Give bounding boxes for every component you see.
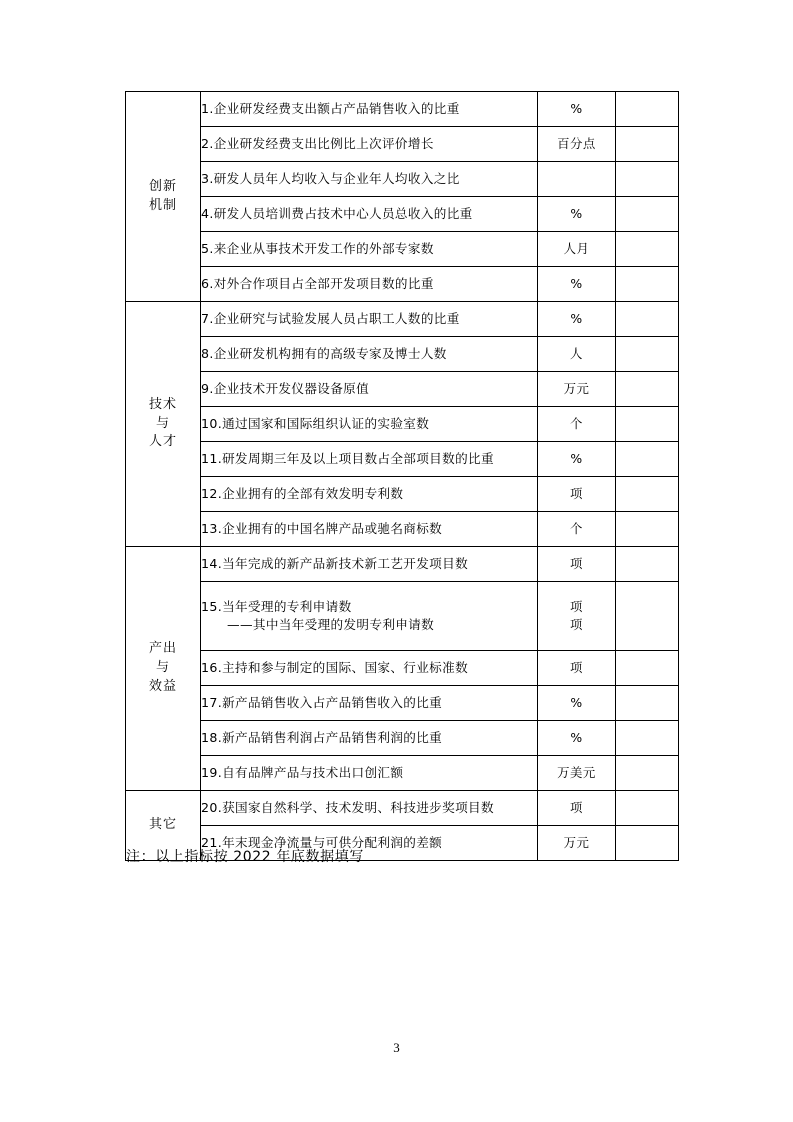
indicator-name-cell — [201, 372, 538, 407]
unit-cell — [538, 756, 616, 791]
unit-text: % — [570, 451, 583, 466]
table-row — [126, 651, 679, 686]
indicator-text: 18.新产品销售利润占产品销售利润的比重 — [201, 729, 443, 745]
unit-text: 项 — [570, 556, 583, 571]
category-label-line: 技术 — [148, 396, 177, 412]
indicator-name-cell — [201, 547, 538, 582]
indicator-name-cell — [201, 442, 538, 477]
table-row — [126, 267, 679, 302]
table-row — [126, 686, 679, 721]
unit-text: % — [570, 101, 583, 116]
unit-text: 万元 — [563, 381, 590, 396]
unit-cell — [538, 547, 616, 582]
indicator-name-cell — [201, 92, 538, 127]
unit-cell — [538, 302, 616, 337]
table-note: 注：以上指标按 2022 年底数据填写 — [126, 849, 364, 865]
unit-text: 人月 — [563, 241, 590, 256]
table-row — [126, 162, 679, 197]
unit-text: % — [570, 206, 583, 221]
indicator-text: 8.企业研发机构拥有的高级专家及博士人数 — [201, 345, 447, 361]
unit-cell — [538, 127, 616, 162]
indicator-name-cell — [201, 756, 538, 791]
indicator-name-cell — [201, 477, 538, 512]
indicator-text: 9.企业技术开发仪器设备原值 — [201, 380, 370, 396]
value-cell[interactable] — [616, 756, 679, 791]
indicator-text: 1.企业研发经费支出额占产品销售收入的比重 — [201, 100, 460, 116]
indicator-name-cell — [201, 512, 538, 547]
unit-cell — [538, 92, 616, 127]
unit-cell — [538, 162, 616, 197]
table-row — [126, 197, 679, 232]
unit-cell — [538, 232, 616, 267]
indicator-text: 16.主持和参与制定的国际、国家、行业标准数 — [201, 659, 469, 675]
unit-subtext: 项 — [570, 617, 583, 632]
indicator-name-cell — [201, 686, 538, 721]
value-cell[interactable] — [616, 337, 679, 372]
indicator-text: 14.当年完成的新产品新技术新工艺开发项目数 — [201, 555, 469, 571]
unit-cell — [538, 686, 616, 721]
unit-text: 万美元 — [557, 765, 596, 780]
indicator-table-body — [126, 92, 679, 861]
table-row — [126, 407, 679, 442]
table-row — [126, 232, 679, 267]
value-cell[interactable] — [616, 302, 679, 337]
indicator-name-cell — [201, 197, 538, 232]
unit-cell — [538, 477, 616, 512]
unit-cell — [538, 407, 616, 442]
value-cell[interactable] — [616, 721, 679, 756]
value-cell[interactable] — [616, 826, 679, 861]
value-cell[interactable] — [616, 442, 679, 477]
category-label-line: 机制 — [148, 197, 177, 213]
unit-cell — [538, 721, 616, 756]
indicator-text: 17.新产品销售收入占产品销售收入的比重 — [201, 694, 443, 710]
value-cell[interactable] — [616, 127, 679, 162]
table-row — [126, 302, 679, 337]
indicator-name-cell — [201, 162, 538, 197]
indicator-text: 4.研发人员培训费占技术中心人员总收入的比重 — [201, 205, 473, 221]
indicator-name-cell — [201, 232, 538, 267]
unit-text: 万元 — [563, 835, 590, 850]
indicator-table-wrapper — [125, 91, 678, 861]
category-label-line: 人才 — [148, 434, 177, 450]
category-cell — [126, 92, 201, 302]
value-cell[interactable] — [616, 92, 679, 127]
indicator-text: 10.通过国家和国际组织认证的实验室数 — [201, 415, 430, 431]
category-label-line: 产出 — [148, 641, 177, 657]
unit-cell — [538, 442, 616, 477]
value-cell[interactable] — [616, 547, 679, 582]
value-cell[interactable] — [616, 582, 679, 651]
indicator-text: 7.企业研究与试验发展人员占职工人数的比重 — [201, 310, 460, 326]
value-cell[interactable] — [616, 791, 679, 826]
category-label-line: 与 — [155, 660, 170, 676]
value-cell[interactable] — [616, 512, 679, 547]
indicator-table — [125, 91, 679, 861]
indicator-text: 2.企业研发经费支出比例比上次评价增长 — [201, 135, 434, 151]
unit-text: 项 — [570, 486, 583, 501]
unit-cell — [538, 512, 616, 547]
table-row — [126, 756, 679, 791]
table-row — [126, 372, 679, 407]
category-label-line: 其它 — [148, 817, 177, 833]
indicator-text: 5.来企业从事技术开发工作的外部专家数 — [201, 240, 434, 256]
unit-cell — [538, 337, 616, 372]
unit-cell — [538, 826, 616, 861]
indicator-text: 13.企业拥有的中国名牌产品或驰名商标数 — [201, 520, 443, 536]
unit-text: 人 — [570, 346, 583, 361]
indicator-name-cell — [201, 337, 538, 372]
unit-text: 项 — [570, 660, 583, 675]
unit-cell — [538, 197, 616, 232]
value-cell[interactable] — [616, 477, 679, 512]
value-cell[interactable] — [616, 651, 679, 686]
unit-text: % — [570, 311, 583, 326]
table-row — [126, 791, 679, 826]
unit-text: 个 — [570, 521, 583, 536]
indicator-text: 11.研发周期三年及以上项目数占全部项目数的比重 — [201, 450, 494, 466]
unit-cell — [538, 791, 616, 826]
table-row — [126, 512, 679, 547]
value-cell[interactable] — [616, 686, 679, 721]
indicator-text: 12.企业拥有的全部有效发明专利数 — [201, 485, 404, 501]
value-cell[interactable] — [616, 232, 679, 267]
value-cell[interactable] — [616, 372, 679, 407]
indicator-text: 15.当年受理的专利申请数 — [201, 598, 352, 614]
indicator-name-cell — [201, 721, 538, 756]
indicator-name-cell — [201, 791, 538, 826]
unit-text: % — [570, 276, 583, 291]
indicator-text: 20.获国家自然科学、技术发明、科技进步奖项目数 — [201, 799, 494, 815]
indicator-name-cell — [201, 267, 538, 302]
indicator-text: 21.年末现金净流量与可供分配利润的差额 — [201, 834, 443, 850]
unit-cell — [538, 582, 616, 651]
table-row — [126, 127, 679, 162]
unit-text: % — [570, 695, 583, 710]
indicator-text: 3.研发人员年人均收入与企业年人均收入之比 — [201, 170, 460, 186]
indicator-text: 6.对外合作项目占全部开发项目数的比重 — [201, 275, 434, 291]
table-row — [126, 477, 679, 512]
indicator-name-cell — [201, 651, 538, 686]
value-cell[interactable] — [616, 197, 679, 232]
table-row — [126, 721, 679, 756]
value-cell[interactable] — [616, 407, 679, 442]
unit-cell — [538, 267, 616, 302]
unit-text: % — [570, 730, 583, 745]
indicator-name-cell — [201, 582, 538, 651]
value-cell[interactable] — [616, 267, 679, 302]
table-row — [126, 582, 679, 651]
page-number: 3 — [393, 1040, 400, 1055]
category-label-line: 创新 — [148, 178, 177, 194]
indicator-name-cell — [201, 127, 538, 162]
category-label-line: 效益 — [148, 678, 177, 694]
unit-text: 个 — [570, 416, 583, 431]
table-row — [126, 442, 679, 477]
category-cell — [126, 547, 201, 791]
indicator-text: 19.自有品牌产品与技术出口创汇额 — [201, 764, 404, 780]
category-cell — [126, 302, 201, 547]
indicator-name-cell — [201, 302, 538, 337]
category-label-line: 与 — [155, 415, 170, 431]
indicator-name-cell — [201, 407, 538, 442]
unit-text: 项 — [570, 599, 583, 615]
unit-text: 百分点 — [557, 136, 596, 151]
table-row — [126, 337, 679, 372]
indicator-subtext: ——其中当年受理的发明专利申请数 — [227, 617, 435, 632]
unit-cell — [538, 372, 616, 407]
unit-text: 项 — [570, 800, 583, 815]
unit-cell — [538, 651, 616, 686]
value-cell[interactable] — [616, 162, 679, 197]
table-row — [126, 92, 679, 127]
table-row — [126, 547, 679, 582]
